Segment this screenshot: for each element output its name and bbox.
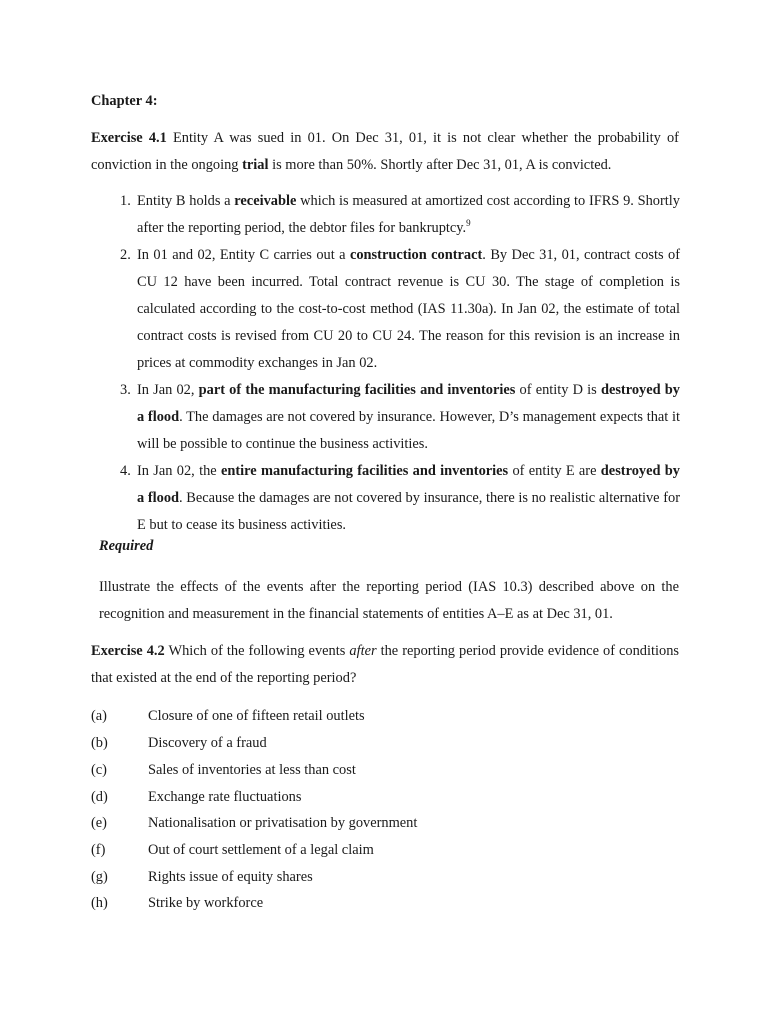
chapter-title: Chapter 4:	[91, 93, 158, 109]
exercise-4-1-case-list	[120, 188, 680, 539]
case-text	[137, 188, 680, 242]
option-text: Discovery of a fraud	[148, 735, 267, 751]
case-text-part: In Jan 02,	[137, 382, 199, 398]
option-letter: (g)	[91, 869, 108, 885]
option-row	[91, 810, 679, 837]
option-row	[91, 837, 679, 864]
option-text: Closure of one of fifteen retail outlets	[148, 708, 365, 724]
required-heading: Required	[99, 538, 154, 554]
case-text-part: In Jan 02, the	[137, 463, 221, 479]
case-text-bold: destroyed by a flood	[137, 463, 680, 506]
case-text-part: . The damages are not covered by insurance. However, D’s management expects that it will be possible to continue the business activities.	[137, 409, 680, 452]
option-letter: (b)	[91, 735, 108, 751]
case-number: 1.	[120, 193, 131, 209]
exercise-4-1-intro	[91, 125, 679, 179]
option-letter: (h)	[91, 895, 108, 911]
option-row	[91, 757, 679, 784]
exercise-4-2-text-b: the reporting period provide evidence of conditions that existed at the end of the reporting period?	[91, 643, 679, 686]
case-text	[137, 242, 680, 377]
case-text-bold: entire manufacturing facilities and inventories	[220, 463, 509, 479]
option-letter: (d)	[91, 789, 108, 805]
option-row	[91, 890, 679, 917]
exercise-4-1-label: Exercise 4.1	[91, 130, 167, 146]
option-text: Rights issue of equity shares	[148, 869, 313, 885]
option-text: Sales of inventories at less than cost	[148, 762, 356, 778]
footnote-marker: 9	[466, 218, 471, 229]
case-text-bold: construction contract	[349, 247, 483, 263]
exercise-4-1-intro-text-a: Entity A was sued in 01. On Dec 31, 01, it is not clear whether the probability of conviction in the ongoing	[91, 130, 679, 173]
case-number: 4.	[120, 463, 131, 479]
option-letter: (a)	[91, 708, 107, 724]
option-text: Nationalisation or privatisation by government	[148, 815, 418, 831]
option-letter: (c)	[91, 762, 107, 778]
option-letter: (f)	[91, 842, 106, 858]
case-text-part: In 01 and 02, Entity C carries out a	[137, 247, 350, 263]
case-text-part: . By Dec 31, 01, contract costs of CU 12 have been incurred. Total contract revenue is CU 30. The stage of completion is calculated according to the cost-to-cost method (IAS 11.30a). In Jan 02, the estimate of total contract costs is revised from CU 20 to CU 24. The reason for this revision is an increase in prices at commodity exchanges in Jan 02.	[137, 247, 680, 371]
option-text: Out of court settlement of a legal claim	[148, 842, 374, 858]
option-text: Strike by workforce	[148, 895, 264, 911]
case-item	[120, 458, 680, 539]
case-item	[120, 377, 680, 458]
exercise-4-2-question	[91, 638, 679, 692]
case-text-part: of entity D is	[515, 382, 601, 398]
option-row	[91, 784, 679, 811]
option-text: Exchange rate fluctuations	[148, 789, 302, 805]
case-item	[120, 242, 680, 377]
case-text-part: of entity E are	[508, 463, 601, 479]
option-row	[91, 730, 679, 757]
exercise-4-1-intro-text-b: is more than 50%. Shortly after Dec 31, 01, A is convicted.	[268, 157, 612, 173]
case-text	[137, 458, 680, 539]
case-text-part: which is measured at amortized cost according to IFRS 9. Shortly after the reporting period, the debtor files for bankruptcy.	[137, 193, 680, 236]
exercise-4-2-italic: after	[349, 643, 377, 659]
case-text-part: . Because the damages are not covered by insurance, there is no realistic alternative for E but to cease its business activities.	[137, 490, 680, 533]
case-number: 2.	[120, 247, 131, 263]
case-text-bold: part of the manufacturing facilities and inventories	[198, 382, 516, 398]
option-letter: (e)	[91, 815, 107, 831]
required-text: Illustrate the effects of the events after the reporting period (IAS 10.3) described above on the recognition and measurement in the financial statements of entities A–E as at Dec 31, 01.	[99, 579, 679, 622]
exercise-4-1-intro-bold: trial	[242, 157, 269, 173]
case-item	[120, 188, 680, 242]
exercise-4-2-label: Exercise 4.2	[91, 643, 165, 659]
option-row	[91, 864, 679, 891]
case-number: 3.	[120, 382, 131, 398]
option-row	[91, 703, 679, 730]
case-text	[137, 377, 680, 458]
case-text-part: Entity B holds a	[137, 193, 235, 209]
case-text-bold: destroyed by a flood	[137, 382, 680, 425]
exercise-4-2-text-a: Which of the following events	[164, 643, 350, 659]
case-text-bold: receivable	[234, 193, 297, 209]
